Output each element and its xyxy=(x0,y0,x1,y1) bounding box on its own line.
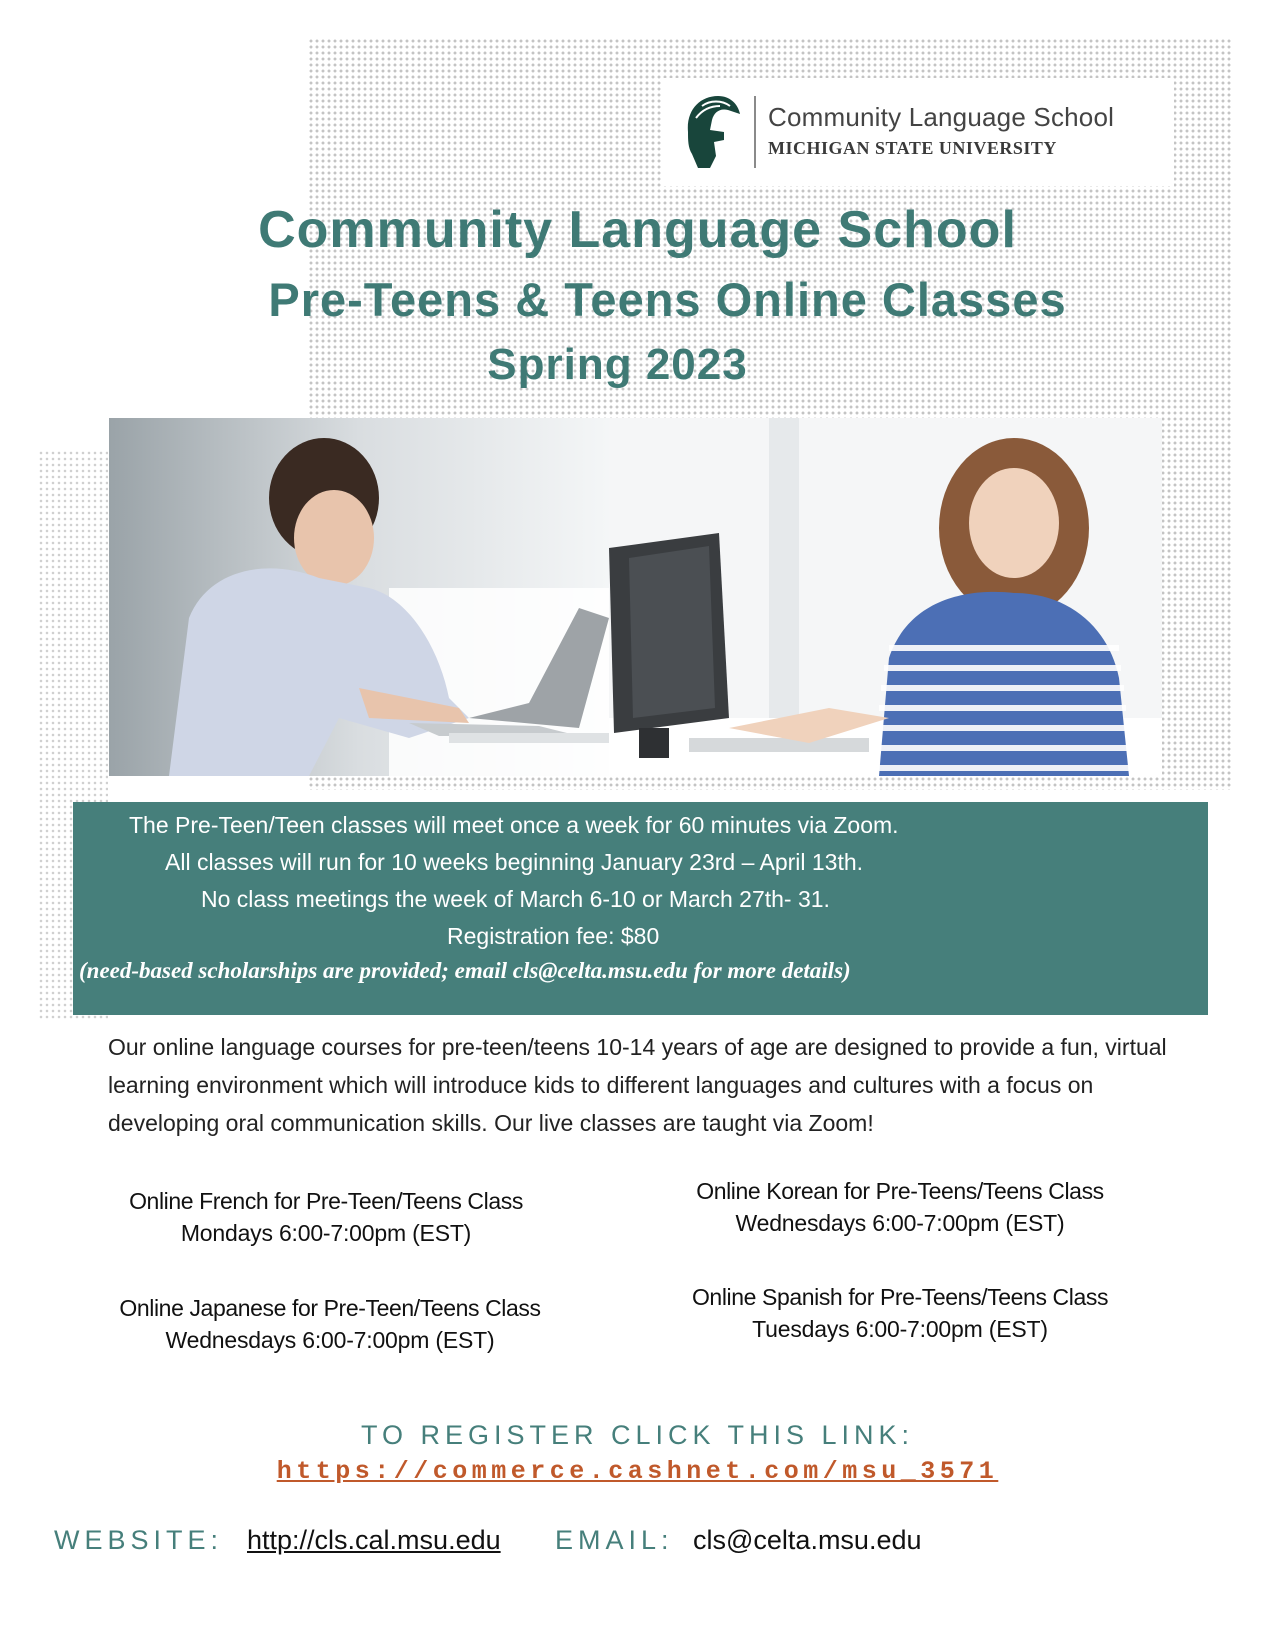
program-description: Our online language courses for pre-teen/teens 10-14 years of age are designed to provide a fun, virtual learning environment which will introduce kids to different languages and cultures with a focus on developing oral communication skills. Our live classes are taught via Zoom! xyxy=(108,1034,1167,1136)
class-korean xyxy=(660,1178,1140,1237)
class-japanese xyxy=(96,1295,564,1354)
class-name: Online Spanish for Pre-Teens/Teens Class xyxy=(691,1284,1109,1310)
register-heading: TO REGISTER CLICK THIS LINK: xyxy=(360,1420,915,1450)
info-date-range: All classes will run for 10 weeks beginning January 23rd – April 13th. xyxy=(165,849,864,875)
msu-cls-logo xyxy=(662,78,1174,186)
info-no-class-weeks: No class meetings the week of March 6-10 or March 27th- 31. xyxy=(201,886,830,912)
students-photo xyxy=(109,418,1162,776)
logo-divider xyxy=(754,96,756,168)
register-link[interactable]: https://commerce.cashnet.com/msu_3571 xyxy=(276,1457,999,1486)
email-label: EMAIL: xyxy=(555,1525,674,1555)
page-term: Spring 2023 xyxy=(487,340,748,389)
class-time: Mondays 6:00-7:00pm (EST) xyxy=(180,1220,472,1246)
info-registration-fee: Registration fee: $80 xyxy=(447,923,660,949)
page-title: Community Language School xyxy=(258,201,1017,259)
class-name: Online French for Pre-Teen/Teens Class xyxy=(129,1188,523,1214)
students-illustration xyxy=(109,418,1162,776)
class-spanish xyxy=(660,1284,1140,1343)
class-time: Tuesdays 6:00-7:00pm (EST) xyxy=(752,1316,1048,1342)
logo-university-name: MICHIGAN STATE UNIVERSITY xyxy=(768,138,1057,158)
spartan-helmet-icon xyxy=(680,92,742,170)
class-time: Wednesdays 6:00-7:00pm (EST) xyxy=(165,1327,495,1353)
website-label: WEBSITE: xyxy=(54,1525,224,1555)
email-address[interactable]: cls@celta.msu.edu xyxy=(693,1525,922,1555)
info-scholarship-note: (need-based scholarships are provided; email cls@celta.msu.edu for more details) xyxy=(79,958,851,983)
logo-school-name: Community Language School xyxy=(768,102,1115,132)
website-link[interactable]: http://cls.cal.msu.edu xyxy=(247,1525,501,1555)
class-name: Online Japanese for Pre-Teen/Teens Class xyxy=(119,1295,541,1321)
class-french xyxy=(96,1188,556,1247)
info-meeting-schedule: The Pre-Teen/Teen classes will meet once a week for 60 minutes via Zoom. xyxy=(129,812,899,838)
class-name: Online Korean for Pre-Teens/Teens Class xyxy=(696,1178,1104,1204)
page-subtitle: Pre-Teens & Teens Online Classes xyxy=(268,273,1067,326)
class-time: Wednesdays 6:00-7:00pm (EST) xyxy=(735,1210,1065,1236)
class-info-banner xyxy=(73,802,1208,1015)
